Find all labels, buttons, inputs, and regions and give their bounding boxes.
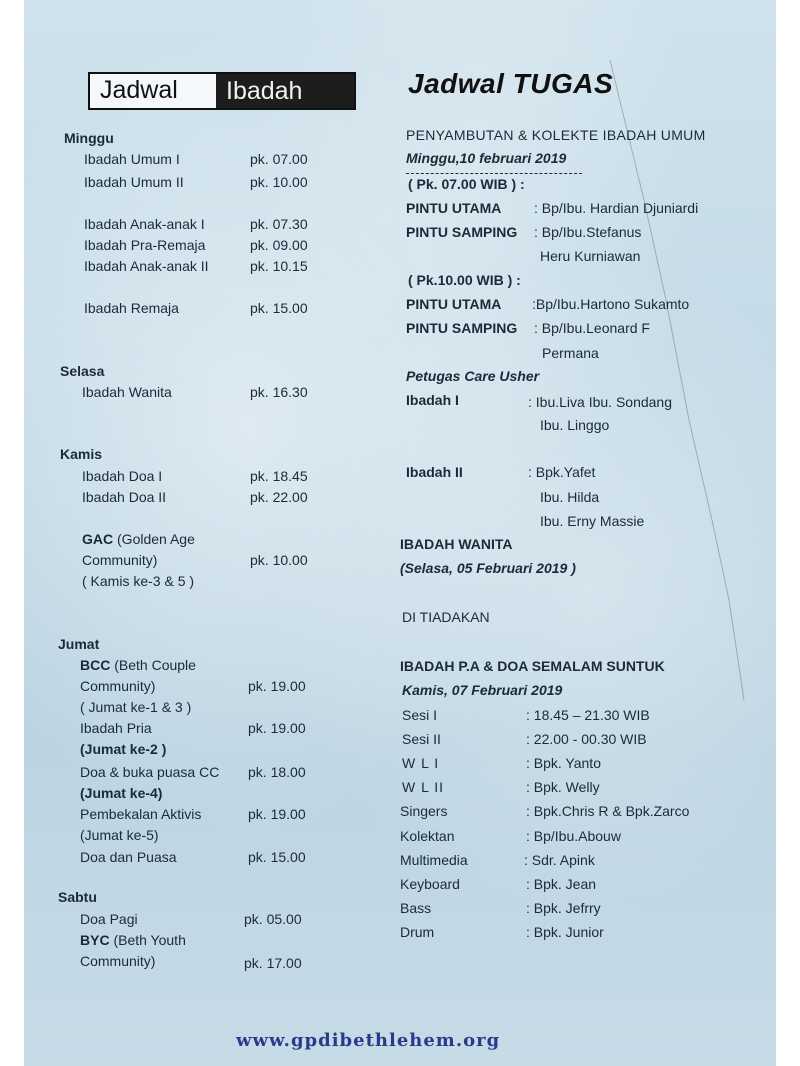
byc-abbrev: BYC <box>80 932 110 948</box>
ibadah1-value: : Ibu.Liva Ibu. Sondang <box>528 394 672 410</box>
schedule-note: (Jumat ke-5) <box>80 827 159 843</box>
pa-heading: IBADAH P.A & DOA SEMALAM SUNTUK <box>400 658 665 674</box>
left-title-box <box>88 72 356 110</box>
schedule-time: pk. 07.30 <box>250 216 308 232</box>
pa-row-value: : Bpk.Chris R & Bpk.Zarco <box>526 803 690 819</box>
slot1-label: ( Pk. 07.00 WIB ) : <box>408 176 525 192</box>
wanita-heading: IBADAH WANITA <box>400 536 513 552</box>
gac-label: (Golden Age <box>113 531 195 547</box>
schedule-time: pk. 18.45 <box>250 468 308 484</box>
bcc-abbrev: BCC <box>80 657 111 673</box>
pintu-utama-value: : Bp/Ibu. Hardian Djuniardi <box>534 200 699 216</box>
wanita-note: DI TIADAKAN <box>402 609 490 625</box>
pa-row-value: : 18.45 – 21.30 WIB <box>526 707 650 723</box>
section1-heading: PENYAMBUTAN & KOLEKTE IBADAH UMUM <box>406 127 706 143</box>
section1-date: Minggu,10 februari 2019 <box>406 150 567 166</box>
pa-row-value: : Sdr. Apink <box>524 852 595 868</box>
pa-row-value: : Bp/Ibu.Abouw <box>526 828 621 844</box>
pintu-samping-value2: Permana <box>542 345 599 361</box>
left-title-ibadah: Ibadah <box>216 74 354 108</box>
pintu-samping-value2: Heru Kurniawan <box>540 248 641 264</box>
schedule-time: pk. 16.30 <box>250 384 308 400</box>
schedule-label: Ibadah Umum I <box>84 151 180 167</box>
schedule-label: Ibadah Remaja <box>84 300 179 316</box>
ibadah1-label: Ibadah I <box>406 392 459 408</box>
schedule-time: pk. 05.00 <box>244 911 302 927</box>
gac-line3: ( Kamis ke-3 & 5 ) <box>82 573 195 589</box>
schedule-label: Ibadah Doa I <box>82 468 163 484</box>
ibadah2-value: : Bpk.Yafet <box>528 464 596 480</box>
website-link[interactable]: www.gpdibethlehem.org <box>236 1030 501 1051</box>
schedule-label: Doa & buka puasa CC <box>80 764 220 780</box>
date-underline <box>406 173 582 174</box>
schedule-time: pk. 10.15 <box>250 258 308 274</box>
ibadah2-value2: Ibu. Hilda <box>540 489 600 505</box>
bcc-line1 <box>80 657 196 673</box>
pa-row-label: Multimedia <box>400 852 468 868</box>
pa-row-label: Singers <box>400 803 448 819</box>
schedule-note: (Jumat ke-2 ) <box>80 741 167 757</box>
pa-row-value: : Bpk. Jefrry <box>526 900 601 916</box>
schedule-time: pk. 19.00 <box>248 720 306 736</box>
pintu-utama-label: PINTU UTAMA <box>406 200 502 216</box>
schedule-label: Ibadah Doa II <box>82 489 167 505</box>
pa-row-value: : Bpk. Jean <box>526 876 597 892</box>
pintu-samping-label: PINTU SAMPING <box>406 320 518 336</box>
schedule-label: Pembekalan Aktivis <box>80 806 202 822</box>
schedule-time: pk. 15.00 <box>248 849 306 865</box>
gac-line1 <box>82 531 195 547</box>
schedule-label: Ibadah Pria <box>80 720 152 736</box>
schedule-time: pk. 22.00 <box>250 489 308 505</box>
ibadah1-value2: Ibu. Linggo <box>540 417 610 433</box>
schedule-label: Ibadah Pra-Remaja <box>84 237 206 253</box>
pa-row-label: W L I <box>402 755 440 771</box>
ibadah2-value3: Ibu. Erny Massie <box>540 513 645 529</box>
pa-row-value: : 22.00 - 00.30 WIB <box>526 731 647 747</box>
schedule-label: Doa dan Puasa <box>80 849 177 865</box>
pintu-samping-label: PINTU SAMPING <box>406 224 518 240</box>
pa-row-value: : Bpk. Junior <box>526 924 604 940</box>
paper-background <box>24 0 776 1066</box>
pa-date: Kamis, 07 Februari 2019 <box>402 682 563 698</box>
pa-row-label: Bass <box>400 900 432 916</box>
schedule-time: pk. 09.00 <box>250 237 308 253</box>
pintu-utama-label: PINTU UTAMA <box>406 296 502 312</box>
byc-label: (Beth Youth <box>109 932 186 948</box>
schedule-time: pk. 19.00 <box>248 678 306 694</box>
pintu-samping-value: : Bp/Ibu.Stefanus <box>534 224 642 240</box>
pa-row-value: : Bpk. Welly <box>526 779 600 795</box>
care-usher-heading: Petugas Care Usher <box>406 368 540 384</box>
day-sabtu: Sabtu <box>58 889 97 905</box>
schedule-label: Ibadah Anak-anak II <box>84 258 209 274</box>
bcc-line3: ( Jumat ke-1 & 3 ) <box>80 699 192 715</box>
bcc-line2: Community) <box>80 678 156 694</box>
schedule-time: pk. 19.00 <box>248 806 306 822</box>
schedule-time: pk. 07.00 <box>250 151 308 167</box>
pintu-samping-value: : Bp/Ibu.Leonard F <box>534 320 650 336</box>
gac-abbrev: GAC <box>82 531 114 547</box>
schedule-label: Doa Pagi <box>80 911 138 927</box>
schedule-label: Ibadah Umum II <box>84 174 184 190</box>
schedule-time: pk. 15.00 <box>250 300 308 316</box>
schedule-time: pk. 10.00 <box>250 174 308 190</box>
day-minggu: Minggu <box>64 130 114 146</box>
schedule-time: pk. 10.00 <box>250 552 308 568</box>
schedule-label: Ibadah Wanita <box>82 384 172 400</box>
left-title-jadwal: Jadwal <box>100 76 178 104</box>
pa-row-label: Sesi I <box>402 707 438 723</box>
ibadah2-label: Ibadah II <box>406 464 463 480</box>
pa-row-label: Kolektan <box>400 828 455 844</box>
pa-row-value: : Bpk. Yanto <box>526 755 601 771</box>
schedule-time: pk. 17.00 <box>244 955 302 971</box>
wanita-date: (Selasa, 05 Februari 2019 ) <box>400 560 576 576</box>
schedule-label: Ibadah Anak-anak I <box>84 216 205 232</box>
pintu-utama-value: :Bp/Ibu.Hartono Sukamto <box>532 296 690 312</box>
bcc-label: (Beth Couple <box>110 657 196 673</box>
right-title: Jadwal TUGAS <box>408 68 614 99</box>
pa-row-label: Drum <box>400 924 435 940</box>
pa-row-label: Keyboard <box>400 876 460 892</box>
gac-line2: Community) <box>82 552 158 568</box>
schedule-time: pk. 18.00 <box>248 764 306 780</box>
pa-row-label: Sesi II <box>402 731 441 747</box>
day-selasa: Selasa <box>60 363 105 379</box>
byc-line2: Community) <box>80 953 156 969</box>
pa-row-label: W L II <box>402 779 445 795</box>
byc-line1 <box>80 932 186 948</box>
schedule-note: (Jumat ke-4) <box>80 785 163 801</box>
slot2-label: ( Pk.10.00 WIB ) : <box>408 272 521 288</box>
day-jumat: Jumat <box>58 636 100 652</box>
day-kamis: Kamis <box>60 446 103 462</box>
